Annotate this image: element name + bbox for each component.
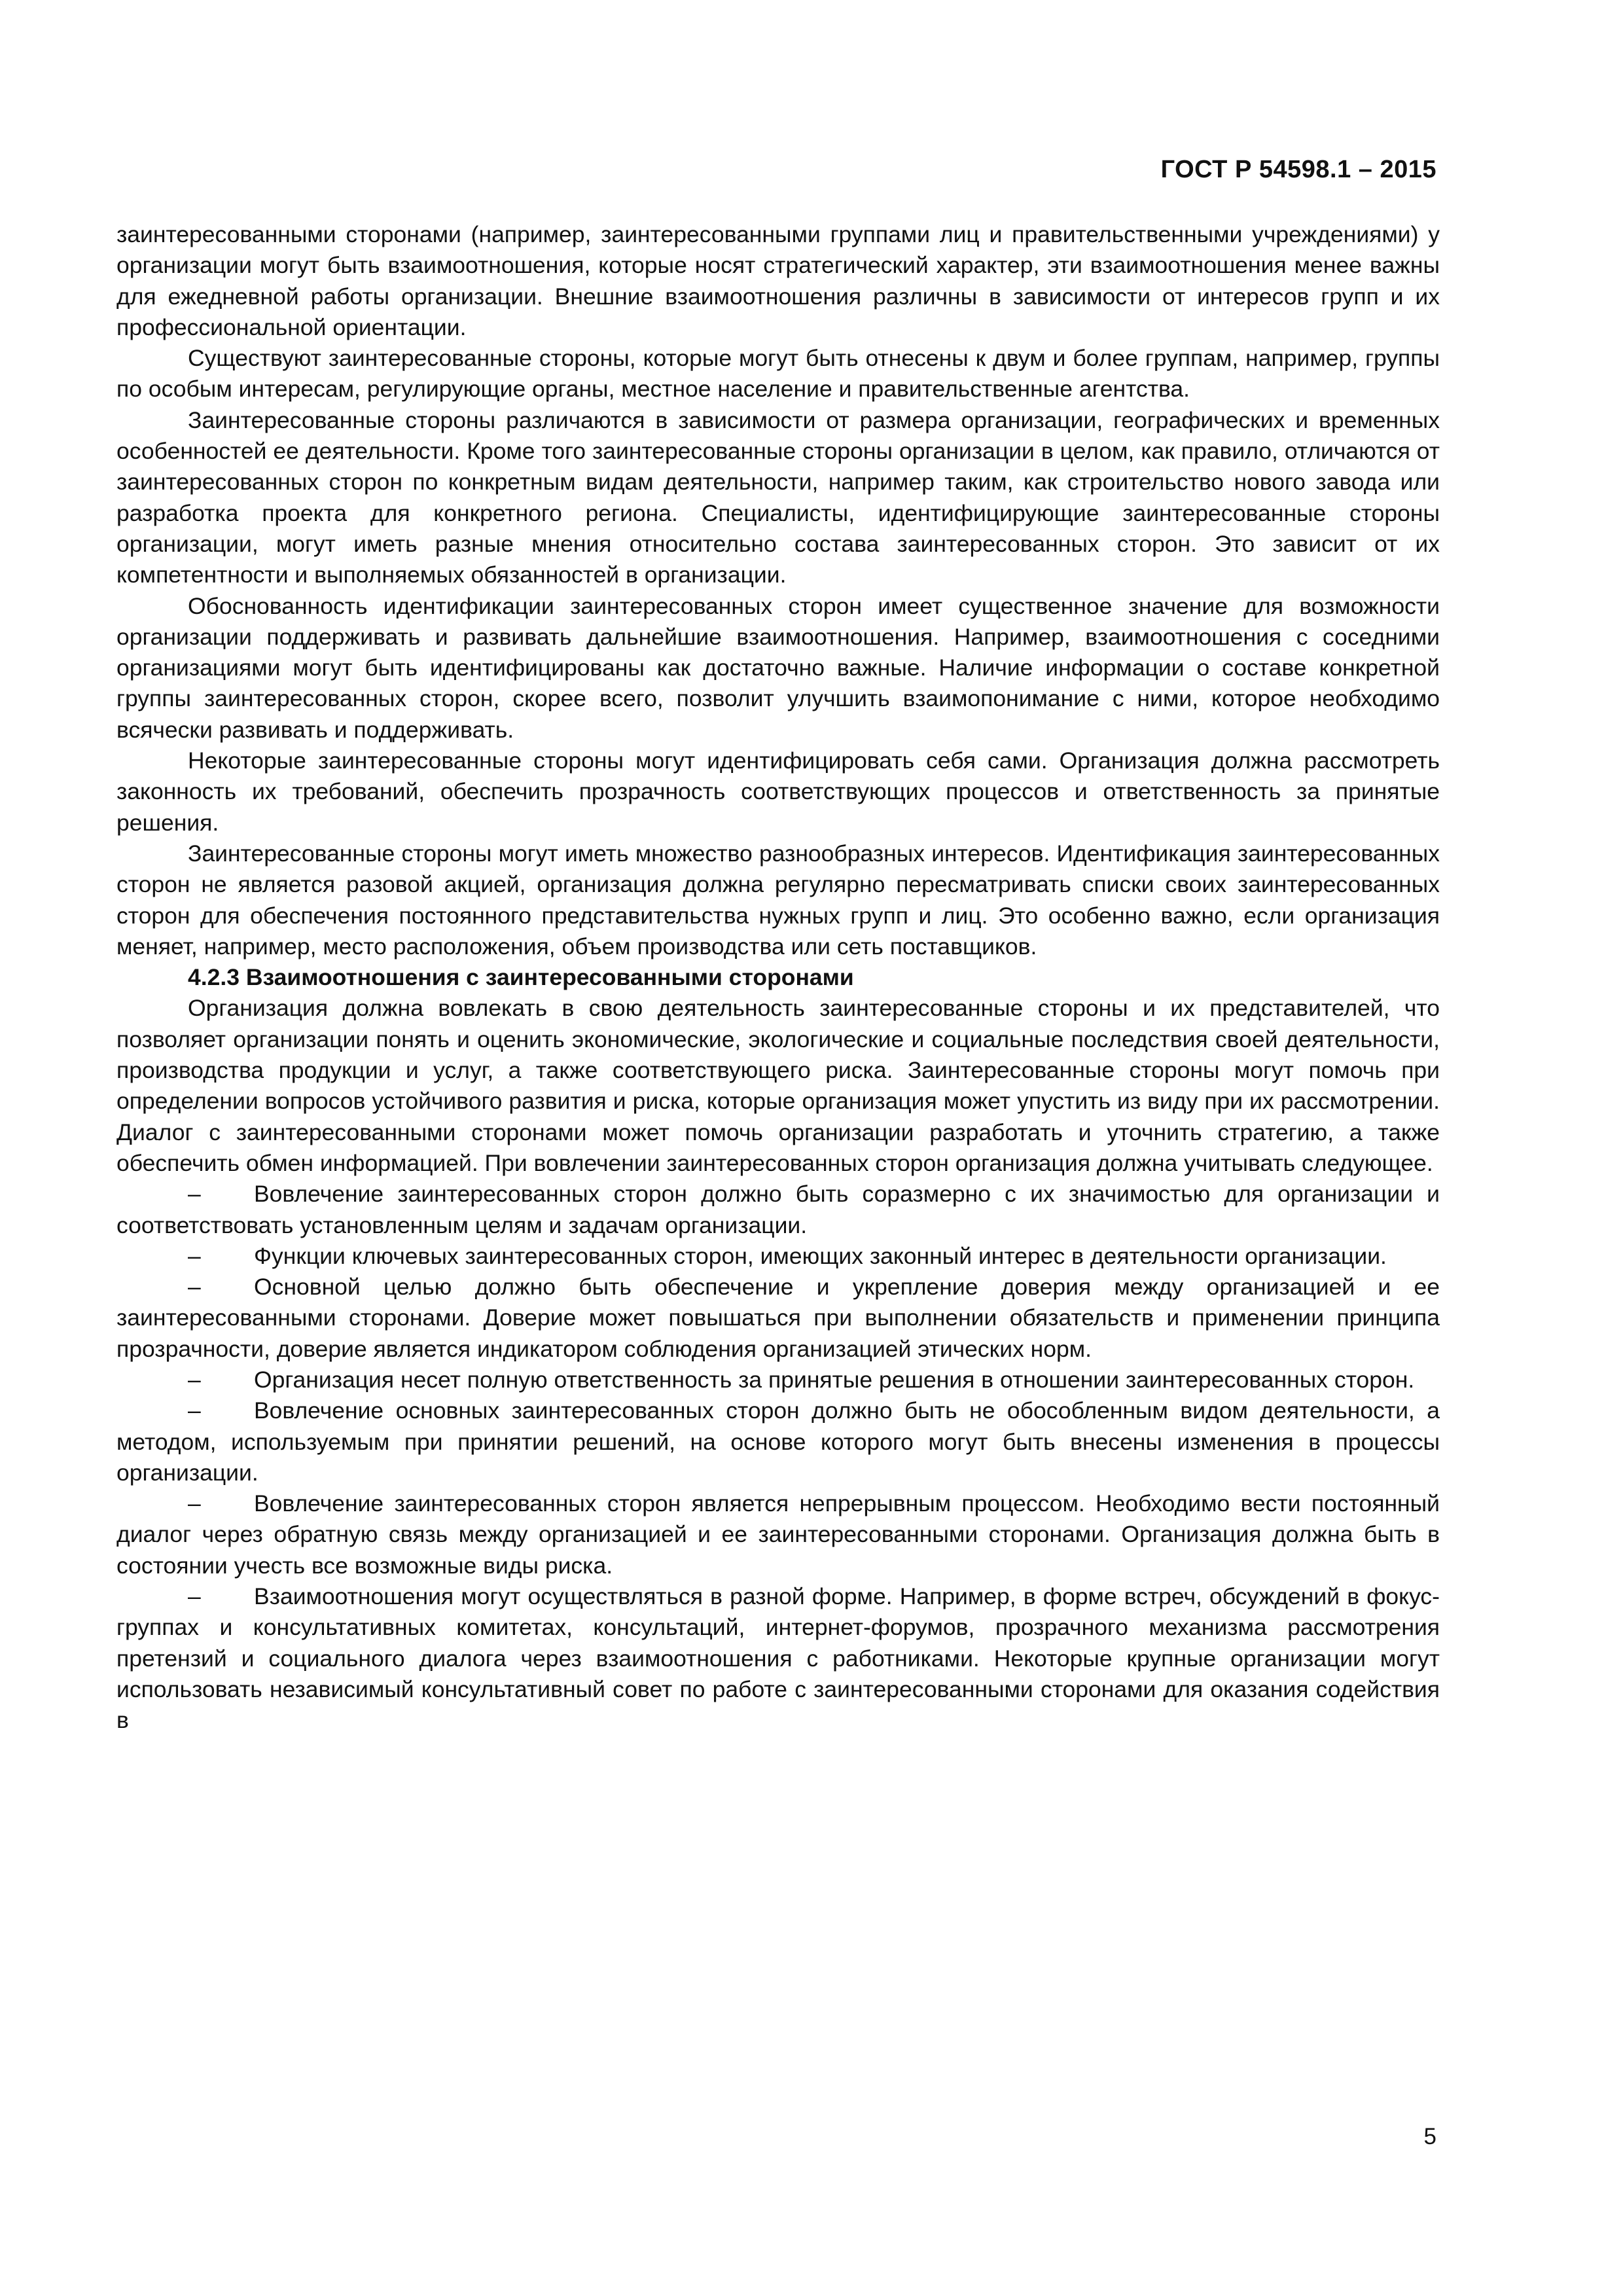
list-item bbox=[116, 1272, 1440, 1365]
list-dash: – bbox=[188, 1397, 201, 1424]
paragraph: Некоторые заинтересованные стороны могут идентифицировать себя сами. Организация должна рассмотреть законность их требований, обеспечить прозрачность соответствующих процессов и ответственность за принятые решения. bbox=[116, 747, 1440, 836]
list-item-text: Взаимоотношения могут осуществляться в разной форме. Например, в форме встреч, обсуждений в фокус-группах и консультативных комитетах, консультаций, интернет-форумов, прозрачного механизма рассмотрения претензий и социального диалога через взаимоотношения с работниками. Некоторые крупные организации могут использовать независимый консультативный совет по работе с заинтересованными сторонами для оказания содействия в bbox=[116, 1583, 1440, 1734]
list-item-text: Организация несет полную ответственность за принятые решения в отношении заинтересованных сторон. bbox=[254, 1366, 1415, 1393]
list-dash: – bbox=[188, 1181, 201, 1208]
section-heading: 4.2.3 Взаимоотношения с заинтересованными сторонами bbox=[188, 964, 854, 991]
list-item-text: Вовлечение основных заинтересованных сторон должно быть не обособленным видом деятельности, а методом, используемым при принятии решений, на основе которого могут быть внесены изменения в процессы организации. bbox=[116, 1397, 1440, 1486]
paragraph: Организация должна вовлекать в свою деятельность заинтересованные стороны и их представителей, что позволяет организации понять и оценить экономические, экологические и социальные последствия своей деятельности, производства продукции и услуг, а также соответствующего риска. Заинтересованные стороны могут помочь при определении вопросов устойчивого развития и риска, которые организация может упустить из виду при их рассмотрении. Диалог с заинтересованными сторонами может помочь организации разработать и уточнить стратегию, а также обеспечить обмен информацией. При вовлечении заинтересованных сторон организация должна учитывать следующее. bbox=[116, 995, 1440, 1176]
paragraph-continuation: заинтересованными сторонами (например, заинтересованными группами лиц и правительственными учреждениями) у организации могут быть взаимоотношения, которые носят стратегический характер, эти взаимоотношения менее важны для ежедневной работы организации. Внешние взаимоотношения различны в зависимости от интересов групп и их профессиональной ориентации. bbox=[116, 221, 1440, 340]
paragraph: Заинтересованные стороны могут иметь множество разнообразных интересов. Идентификация заинтересованных сторон не является разовой акцией, организация должна регулярно пересматривать списки своих заинтересованных сторон для обеспечения постоянного представительства нужных групп и лиц. Это особенно важно, если организация меняет, например, место расположения, объем производства или сеть поставщиков. bbox=[116, 840, 1440, 960]
list-item bbox=[116, 1581, 1440, 1736]
list-dash: – bbox=[188, 1490, 201, 1517]
list-item bbox=[116, 1241, 1440, 1272]
list-dash: – bbox=[188, 1242, 201, 1269]
list-item bbox=[116, 1395, 1440, 1488]
paragraph: Обоснованность идентификации заинтересованных сторон имеет существенное значение для возможности организации поддерживать и развивать дальнейшие взаимоотношения. Например, взаимоотношения с соседними организациями могут быть идентифицированы как достаточно важные. Наличие информации о составе конкретной группы заинтересованных сторон, скорее всего, позволит улучшить взаимопонимание с ними, которое необходимо всячески развивать и поддерживать. bbox=[116, 592, 1440, 743]
list-item-text: Вовлечение заинтересованных сторон является непрерывным процессом. Необходимо вести постоянный диалог через обратную связь между организацией и ее заинтересованными сторонами. Организация должна быть в состоянии учесть все возможные виды риска. bbox=[116, 1490, 1440, 1579]
list-item bbox=[116, 1179, 1440, 1241]
document-body bbox=[116, 219, 1440, 1736]
list-dash: – bbox=[188, 1274, 201, 1300]
list-dash: – bbox=[188, 1366, 201, 1393]
list-item bbox=[116, 1365, 1440, 1395]
list-item-text: Функции ключевых заинтересованных сторон, имеющих законный интерес в деятельности организации. bbox=[254, 1242, 1387, 1269]
list-item bbox=[116, 1488, 1440, 1581]
document-header-id: ГОСТ Р 54598.1 – 2015 bbox=[1160, 156, 1436, 183]
paragraph: Существуют заинтересованные стороны, которые могут быть отнесены к двум и более группам, например, группы по особым интересам, регулирующие органы, местное население и правительственные агентства. bbox=[116, 345, 1440, 403]
paragraph: Заинтересованные стороны различаются в зависимости от размера организации, географических и временных особенностей ее деятельности. Кроме того заинтересованные стороны организации в целом, как правило, отличаются от заинтересованных сторон по конкретным видам деятельности, например таким, как строительство нового завода или разработка проекта для конкретного региона. Специалисты, идентифицирующие заинтересованные стороны организации, могут иметь разные мнения относительно состава заинтересованных сторон. Это зависит от их компетентности и выполняемых обязанностей в организации. bbox=[116, 406, 1440, 588]
list-item-text: Основной целью должно быть обеспечение и укрепление доверия между организацией и ее заинтересованными сторонами. Доверие может повышаться при выполнении обязательств и применении принципа прозрачности, доверие является индикатором соблюдения организацией этических норм. bbox=[116, 1274, 1440, 1362]
list-item-text: Вовлечение заинтересованных сторон должно быть соразмерно с их значимостью для организации и соответствовать установленным целям и задачам организации. bbox=[116, 1181, 1440, 1238]
list-dash: – bbox=[188, 1583, 201, 1610]
page-number: 5 bbox=[1423, 2124, 1436, 2149]
